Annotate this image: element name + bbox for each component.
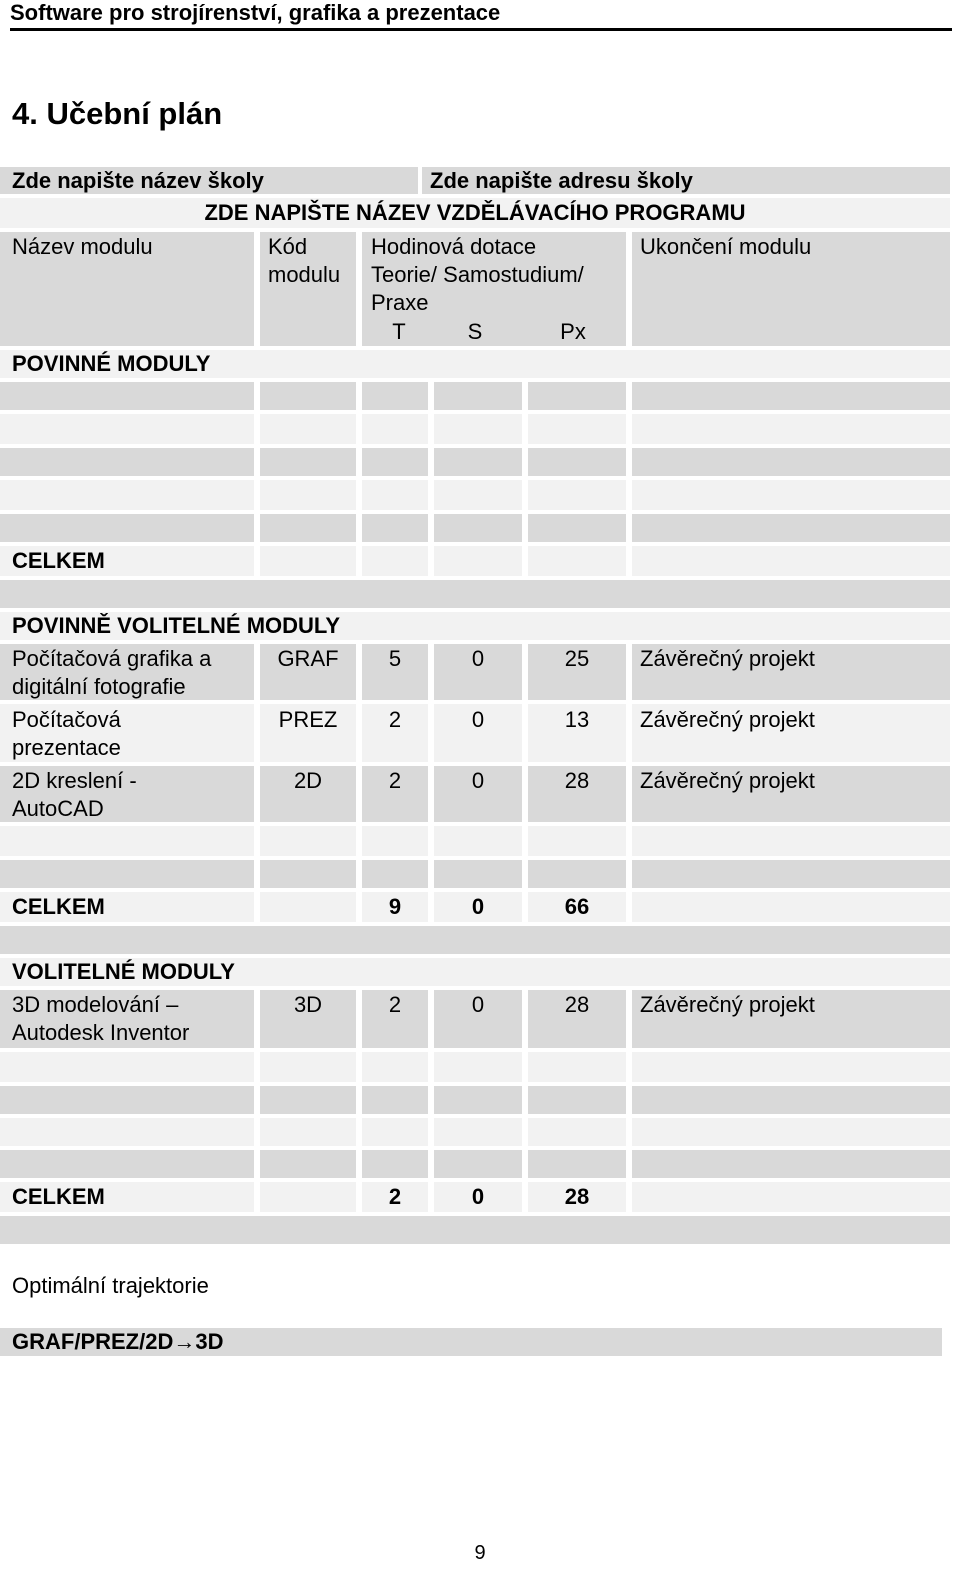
mandatory-total-label: CELKEM <box>12 548 105 573</box>
hours-s: 0 <box>471 768 485 793</box>
module-name-2: prezentace <box>12 735 121 760</box>
module-code: 3D <box>293 992 323 1017</box>
completion: Závěrečný projekt <box>640 992 815 1017</box>
column-module-name: Název modulu <box>12 234 153 259</box>
column-px: Px <box>560 319 586 344</box>
hours-px: 28 <box>564 768 590 793</box>
header-rule <box>10 28 952 31</box>
module-code: PREZ <box>278 707 338 732</box>
hours-s: 0 <box>471 646 485 671</box>
trajectory-value: GRAF/PREZ/2D→3D <box>12 1329 224 1354</box>
module-name: 3D modelování – <box>12 992 179 1017</box>
total-s: 0 <box>471 894 485 919</box>
module-name-2: Autodesk Inventor <box>12 1020 190 1045</box>
column-s: S <box>467 319 483 344</box>
school-name: Zde napište název školy <box>12 168 264 193</box>
module-name: 2D kreslení - <box>12 768 137 793</box>
hours-px: 25 <box>564 646 590 671</box>
module-code: GRAF <box>277 646 339 671</box>
module-name: Počítačová grafika a <box>12 646 212 671</box>
elective-mandatory-title: POVINNĚ VOLITELNÉ MODULY <box>12 613 341 638</box>
school-address: Zde napište adresu školy <box>430 168 693 193</box>
completion: Závěrečný projekt <box>640 768 815 793</box>
column-hours-2: Teorie/ Samostudium/ <box>371 262 584 287</box>
column-t: T <box>392 319 406 344</box>
total-t: 9 <box>388 894 402 919</box>
trajectory-label: Optimální trajektorie <box>12 1273 209 1298</box>
completion: Závěrečný projekt <box>640 646 815 671</box>
module-name-2: digitální fotografie <box>12 674 186 699</box>
hours-t: 5 <box>388 646 402 671</box>
total-s: 0 <box>471 1184 485 1209</box>
hours-t: 2 <box>388 707 402 732</box>
hours-px: 13 <box>564 707 590 732</box>
module-code: 2D <box>293 768 323 793</box>
column-hours-3: Praxe <box>371 290 429 315</box>
hours-px: 28 <box>564 992 590 1017</box>
completion: Závěrečný projekt <box>640 707 815 732</box>
document-header-title: Software pro strojírenství, grafika a prezentace <box>10 0 501 25</box>
column-module-code-2: modulu <box>268 262 341 287</box>
hours-s: 0 <box>471 707 485 732</box>
spacer-row <box>0 1216 950 1244</box>
page-number: 9 <box>474 1542 486 1564</box>
total-px: 66 <box>564 894 590 919</box>
total-t: 2 <box>388 1184 402 1209</box>
total-px: 28 <box>564 1184 590 1209</box>
total-label: CELKEM <box>12 894 105 919</box>
section-title: 4. Učební plán <box>12 96 223 131</box>
hours-t: 2 <box>388 768 402 793</box>
column-hours: Hodinová dotace <box>371 234 537 259</box>
mandatory-title: POVINNÉ MODULY <box>12 351 211 376</box>
hours-t: 2 <box>388 992 402 1017</box>
total-label: CELKEM <box>12 1184 105 1209</box>
column-completion: Ukončení modulu <box>640 234 812 259</box>
program-name: ZDE NAPIŠTE NÁZEV VZDĚLÁVACÍHO PROGRAMU <box>204 200 746 225</box>
module-name: Počítačová <box>12 707 121 732</box>
spacer-row <box>0 926 950 954</box>
spacer-row <box>0 580 950 608</box>
hours-s: 0 <box>471 992 485 1017</box>
module-name-2: AutoCAD <box>12 796 104 821</box>
elective-title: VOLITELNÉ MODULY <box>12 959 235 984</box>
column-module-code: Kód <box>268 234 308 259</box>
